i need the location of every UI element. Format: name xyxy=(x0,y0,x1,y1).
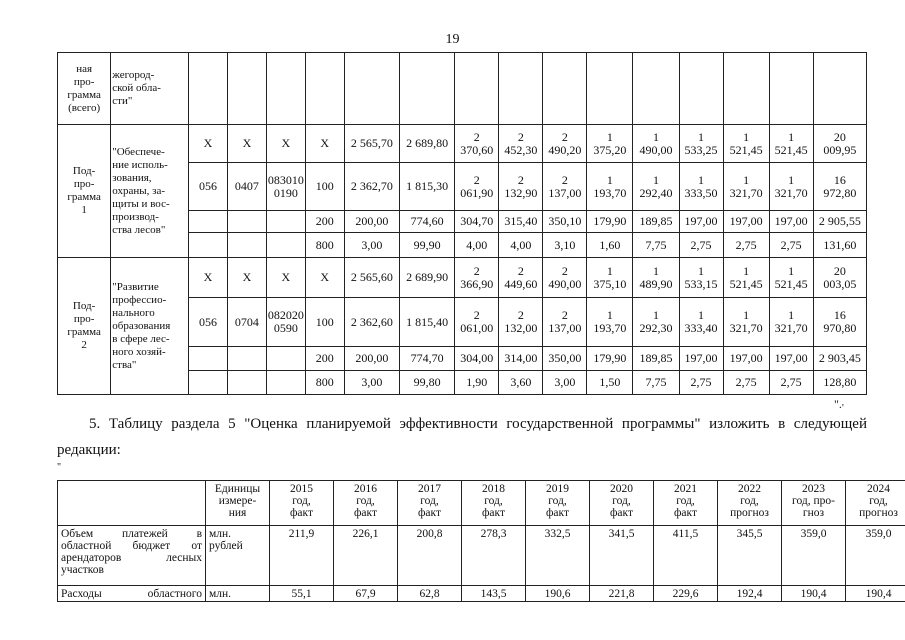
value-cell: 197,00 xyxy=(723,347,769,371)
value-cell: 1 490,00 xyxy=(633,125,679,163)
value-cell: 1 321,70 xyxy=(723,298,769,347)
grbs-code-cell: 056 xyxy=(189,163,228,211)
empty-cell xyxy=(633,53,679,125)
indicator-header xyxy=(58,481,206,526)
value-cell: 62,8 xyxy=(398,586,462,602)
vr-code-cell: X xyxy=(305,125,344,163)
empty-cell xyxy=(344,53,399,125)
value-cell: 1 321,70 xyxy=(769,163,813,211)
closing-mark: ' xyxy=(842,403,844,414)
empty-cell xyxy=(679,53,723,125)
value-cell: 2,75 xyxy=(723,371,769,395)
value-cell: 197,00 xyxy=(679,347,723,371)
csr-code-cell xyxy=(266,211,305,233)
empty-cell xyxy=(305,53,344,125)
value-cell: 1 489,90 xyxy=(633,258,679,298)
value-cell: 2 061,00 xyxy=(455,298,499,347)
value-cell: 3,00 xyxy=(344,371,399,395)
value-cell: 190,4 xyxy=(846,586,905,602)
value-cell: 190,6 xyxy=(526,586,590,602)
value-cell: 211,9 xyxy=(270,526,334,586)
year-header: 2015 год, факт xyxy=(270,481,334,526)
value-cell: 350,00 xyxy=(543,347,587,371)
value-cell: 189,85 xyxy=(633,211,679,233)
value-cell: 304,70 xyxy=(455,211,499,233)
subprogram-label: Под- про- грамма 2 xyxy=(58,258,111,395)
efficiency-table xyxy=(57,480,905,602)
empty-cell xyxy=(769,53,813,125)
csr-code-cell: X xyxy=(266,125,305,163)
value-cell: 341,5 xyxy=(590,526,654,586)
grbs-code-cell: X xyxy=(189,258,228,298)
value-cell: 1 521,45 xyxy=(769,258,813,298)
csr-code-cell: 083010 0190 xyxy=(266,163,305,211)
empty-cell xyxy=(399,53,454,125)
value-cell: 2 137,00 xyxy=(543,298,587,347)
subprogram-name: "Обеспече- ние исполь- зования, охраны, за- щиты и вос- производ- ства лесов" xyxy=(111,125,189,258)
value-cell: 197,00 xyxy=(679,211,723,233)
year-header: 2024 год, прогноз xyxy=(846,481,905,526)
value-cell: 3,10 xyxy=(543,233,587,258)
value-cell: 2 689,90 xyxy=(399,258,454,298)
value-cell: 2 362,60 xyxy=(344,298,399,347)
rz-pr-code-cell: X xyxy=(227,125,266,163)
value-cell: 200,00 xyxy=(344,347,399,371)
value-cell: 2 061,90 xyxy=(455,163,499,211)
program-name-cell: жегород- ской обла- сти" xyxy=(111,53,189,125)
value-cell: 99,80 xyxy=(399,371,454,395)
empty-cell xyxy=(189,53,228,125)
value-cell: 2 490,00 xyxy=(543,258,587,298)
year-header: 2021 год, факт xyxy=(654,481,718,526)
value-cell: 2 137,00 xyxy=(543,163,587,211)
value-cell: 197,00 xyxy=(723,211,769,233)
value-cell: 2 452,30 xyxy=(499,125,543,163)
table-row xyxy=(58,586,905,602)
value-cell: 1 375,10 xyxy=(587,258,633,298)
value-cell: 2 903,45 xyxy=(813,347,866,371)
year-header: 2023 год, про- гноз xyxy=(782,481,846,526)
value-cell: 1 521,45 xyxy=(723,125,769,163)
value-cell: 55,1 xyxy=(270,586,334,602)
value-cell: 3,00 xyxy=(344,233,399,258)
unit-cell: млн. рублей xyxy=(206,526,270,586)
value-cell: 16 970,80 xyxy=(813,298,866,347)
value-cell: 200,00 xyxy=(344,211,399,233)
csr-code-cell: X xyxy=(266,258,305,298)
value-cell: 20 009,95 xyxy=(813,125,866,163)
value-cell: 1,50 xyxy=(587,371,633,395)
value-cell: 332,5 xyxy=(526,526,590,586)
grbs-code-cell xyxy=(189,347,228,371)
year-header: 2020 год, факт xyxy=(590,481,654,526)
vr-code-cell: 200 xyxy=(305,347,344,371)
value-cell: 2 366,90 xyxy=(455,258,499,298)
empty-cell xyxy=(543,53,587,125)
vr-code-cell: 800 xyxy=(305,371,344,395)
indicator-label: Объем платежей в областной бюджет от арендаторов лесных участков xyxy=(58,526,206,586)
grbs-code-cell xyxy=(189,233,228,258)
empty-cell xyxy=(723,53,769,125)
value-cell: 192,4 xyxy=(718,586,782,602)
vr-code-cell: 800 xyxy=(305,233,344,258)
grbs-code-cell: 056 xyxy=(189,298,228,347)
value-cell: 1 193,70 xyxy=(587,163,633,211)
rz-pr-code-cell xyxy=(227,371,266,395)
units-header: Единицы измере- ния xyxy=(206,481,270,526)
empty-cell xyxy=(499,53,543,125)
value-cell: 2,75 xyxy=(723,233,769,258)
rz-pr-code-cell xyxy=(227,347,266,371)
rz-pr-code-cell: X xyxy=(227,258,266,298)
grbs-code-cell xyxy=(189,371,228,395)
value-cell: 3,00 xyxy=(543,371,587,395)
value-cell: 4,00 xyxy=(455,233,499,258)
value-cell: 315,40 xyxy=(499,211,543,233)
unit-cell: млн. xyxy=(206,586,270,602)
csr-code-cell xyxy=(266,371,305,395)
value-cell: 278,3 xyxy=(462,526,526,586)
csr-code-cell xyxy=(266,233,305,258)
empty-cell xyxy=(587,53,633,125)
value-cell: 1,60 xyxy=(587,233,633,258)
value-cell: 1 521,45 xyxy=(769,125,813,163)
value-cell: 221,8 xyxy=(590,586,654,602)
value-cell: 2 689,80 xyxy=(399,125,454,163)
value-cell: 1 375,20 xyxy=(587,125,633,163)
value-cell: 229,6 xyxy=(654,586,718,602)
value-cell: 304,00 xyxy=(455,347,499,371)
value-cell: 7,75 xyxy=(633,233,679,258)
value-cell: 99,90 xyxy=(399,233,454,258)
header-row xyxy=(58,481,905,526)
value-cell: 226,1 xyxy=(334,526,398,586)
empty-cell xyxy=(813,53,866,125)
value-cell: 16 972,80 xyxy=(813,163,866,211)
value-cell: 1,90 xyxy=(455,371,499,395)
vr-code-cell: 100 xyxy=(305,163,344,211)
empty-cell xyxy=(266,53,305,125)
value-cell: 2 449,60 xyxy=(499,258,543,298)
value-cell: 179,90 xyxy=(587,347,633,371)
closing-quote: ". xyxy=(834,397,842,411)
value-cell: 1 533,15 xyxy=(679,258,723,298)
value-cell: 2,75 xyxy=(679,233,723,258)
empty-cell xyxy=(227,53,266,125)
rz-pr-code-cell: 0704 xyxy=(227,298,266,347)
value-cell: 2 565,70 xyxy=(344,125,399,163)
csr-code-cell: 082020 0590 xyxy=(266,298,305,347)
value-cell: 1 333,40 xyxy=(679,298,723,347)
value-cell: 1 333,50 xyxy=(679,163,723,211)
value-cell: 2,75 xyxy=(769,371,813,395)
value-cell: 131,60 xyxy=(813,233,866,258)
value-cell: 179,90 xyxy=(587,211,633,233)
value-cell: 7,75 xyxy=(633,371,679,395)
value-cell: 20 003,05 xyxy=(813,258,866,298)
year-header: 2022 год, прогноз xyxy=(718,481,782,526)
value-cell: 359,0 xyxy=(846,526,905,586)
value-cell: 3,60 xyxy=(499,371,543,395)
value-cell: 67,9 xyxy=(334,586,398,602)
value-cell: 197,00 xyxy=(769,347,813,371)
value-cell: 189,85 xyxy=(633,347,679,371)
value-cell: 2 490,20 xyxy=(543,125,587,163)
value-cell: 1 321,70 xyxy=(769,298,813,347)
value-cell: 345,5 xyxy=(718,526,782,586)
vr-code-cell: 100 xyxy=(305,298,344,347)
rz-pr-code-cell xyxy=(227,211,266,233)
paragraph-instruction: 5. Таблицу раздела 5 "Оценка планируемой эффективности государственной программы" изложить в следующей редакции: xyxy=(57,416,867,458)
indicator-label: Расходы областного xyxy=(58,586,206,602)
grbs-code-cell: X xyxy=(189,125,228,163)
value-cell: 1 521,45 xyxy=(723,258,769,298)
value-cell: 1 292,30 xyxy=(633,298,679,347)
year-header: 2016 год, факт xyxy=(334,481,398,526)
table-row xyxy=(58,53,867,125)
year-header: 2019 год, факт xyxy=(526,481,590,526)
value-cell: 197,00 xyxy=(769,211,813,233)
grbs-code-cell xyxy=(189,211,228,233)
value-cell: 2,75 xyxy=(769,233,813,258)
value-cell: 1 193,70 xyxy=(587,298,633,347)
value-cell: 1 533,25 xyxy=(679,125,723,163)
value-cell: 1 815,30 xyxy=(399,163,454,211)
value-cell: 143,5 xyxy=(462,586,526,602)
opening-quote: " xyxy=(57,462,62,473)
value-cell: 774,70 xyxy=(399,347,454,371)
value-cell: 128,80 xyxy=(813,371,866,395)
csr-code-cell xyxy=(266,347,305,371)
value-cell: 1 292,40 xyxy=(633,163,679,211)
table-row xyxy=(58,258,867,298)
rz-pr-code-cell xyxy=(227,233,266,258)
value-cell: 4,00 xyxy=(499,233,543,258)
year-header: 2017 год, факт xyxy=(398,481,462,526)
value-cell: 2 132,90 xyxy=(499,163,543,211)
value-cell: 411,5 xyxy=(654,526,718,586)
subprogram-label: Под- про- грамма 1 xyxy=(58,125,111,258)
value-cell: 1 321,70 xyxy=(723,163,769,211)
table-row xyxy=(58,526,905,586)
program-total-cell: ная про- грамма (всего) xyxy=(58,53,111,125)
value-cell: 190,4 xyxy=(782,586,846,602)
value-cell: 350,10 xyxy=(543,211,587,233)
value-cell: 2 362,70 xyxy=(344,163,399,211)
value-cell: 1 815,40 xyxy=(399,298,454,347)
rz-pr-code-cell: 0407 xyxy=(227,163,266,211)
budget-allocation-table xyxy=(57,52,867,395)
vr-code-cell: X xyxy=(305,258,344,298)
year-header: 2018 год, факт xyxy=(462,481,526,526)
value-cell: 774,60 xyxy=(399,211,454,233)
subprogram-name: "Развитие профессио- нального образования в сфере лес- ного хозяй- ства" xyxy=(111,258,189,395)
value-cell: 314,00 xyxy=(499,347,543,371)
value-cell: 359,0 xyxy=(782,526,846,586)
table-row xyxy=(58,125,867,163)
empty-cell xyxy=(455,53,499,125)
value-cell: 2 370,60 xyxy=(455,125,499,163)
value-cell: 2 565,60 xyxy=(344,258,399,298)
page-number: 19 xyxy=(445,32,460,47)
value-cell: 2 132,00 xyxy=(499,298,543,347)
vr-code-cell: 200 xyxy=(305,211,344,233)
value-cell: 200,8 xyxy=(398,526,462,586)
value-cell: 2 905,55 xyxy=(813,211,866,233)
value-cell: 2,75 xyxy=(679,371,723,395)
